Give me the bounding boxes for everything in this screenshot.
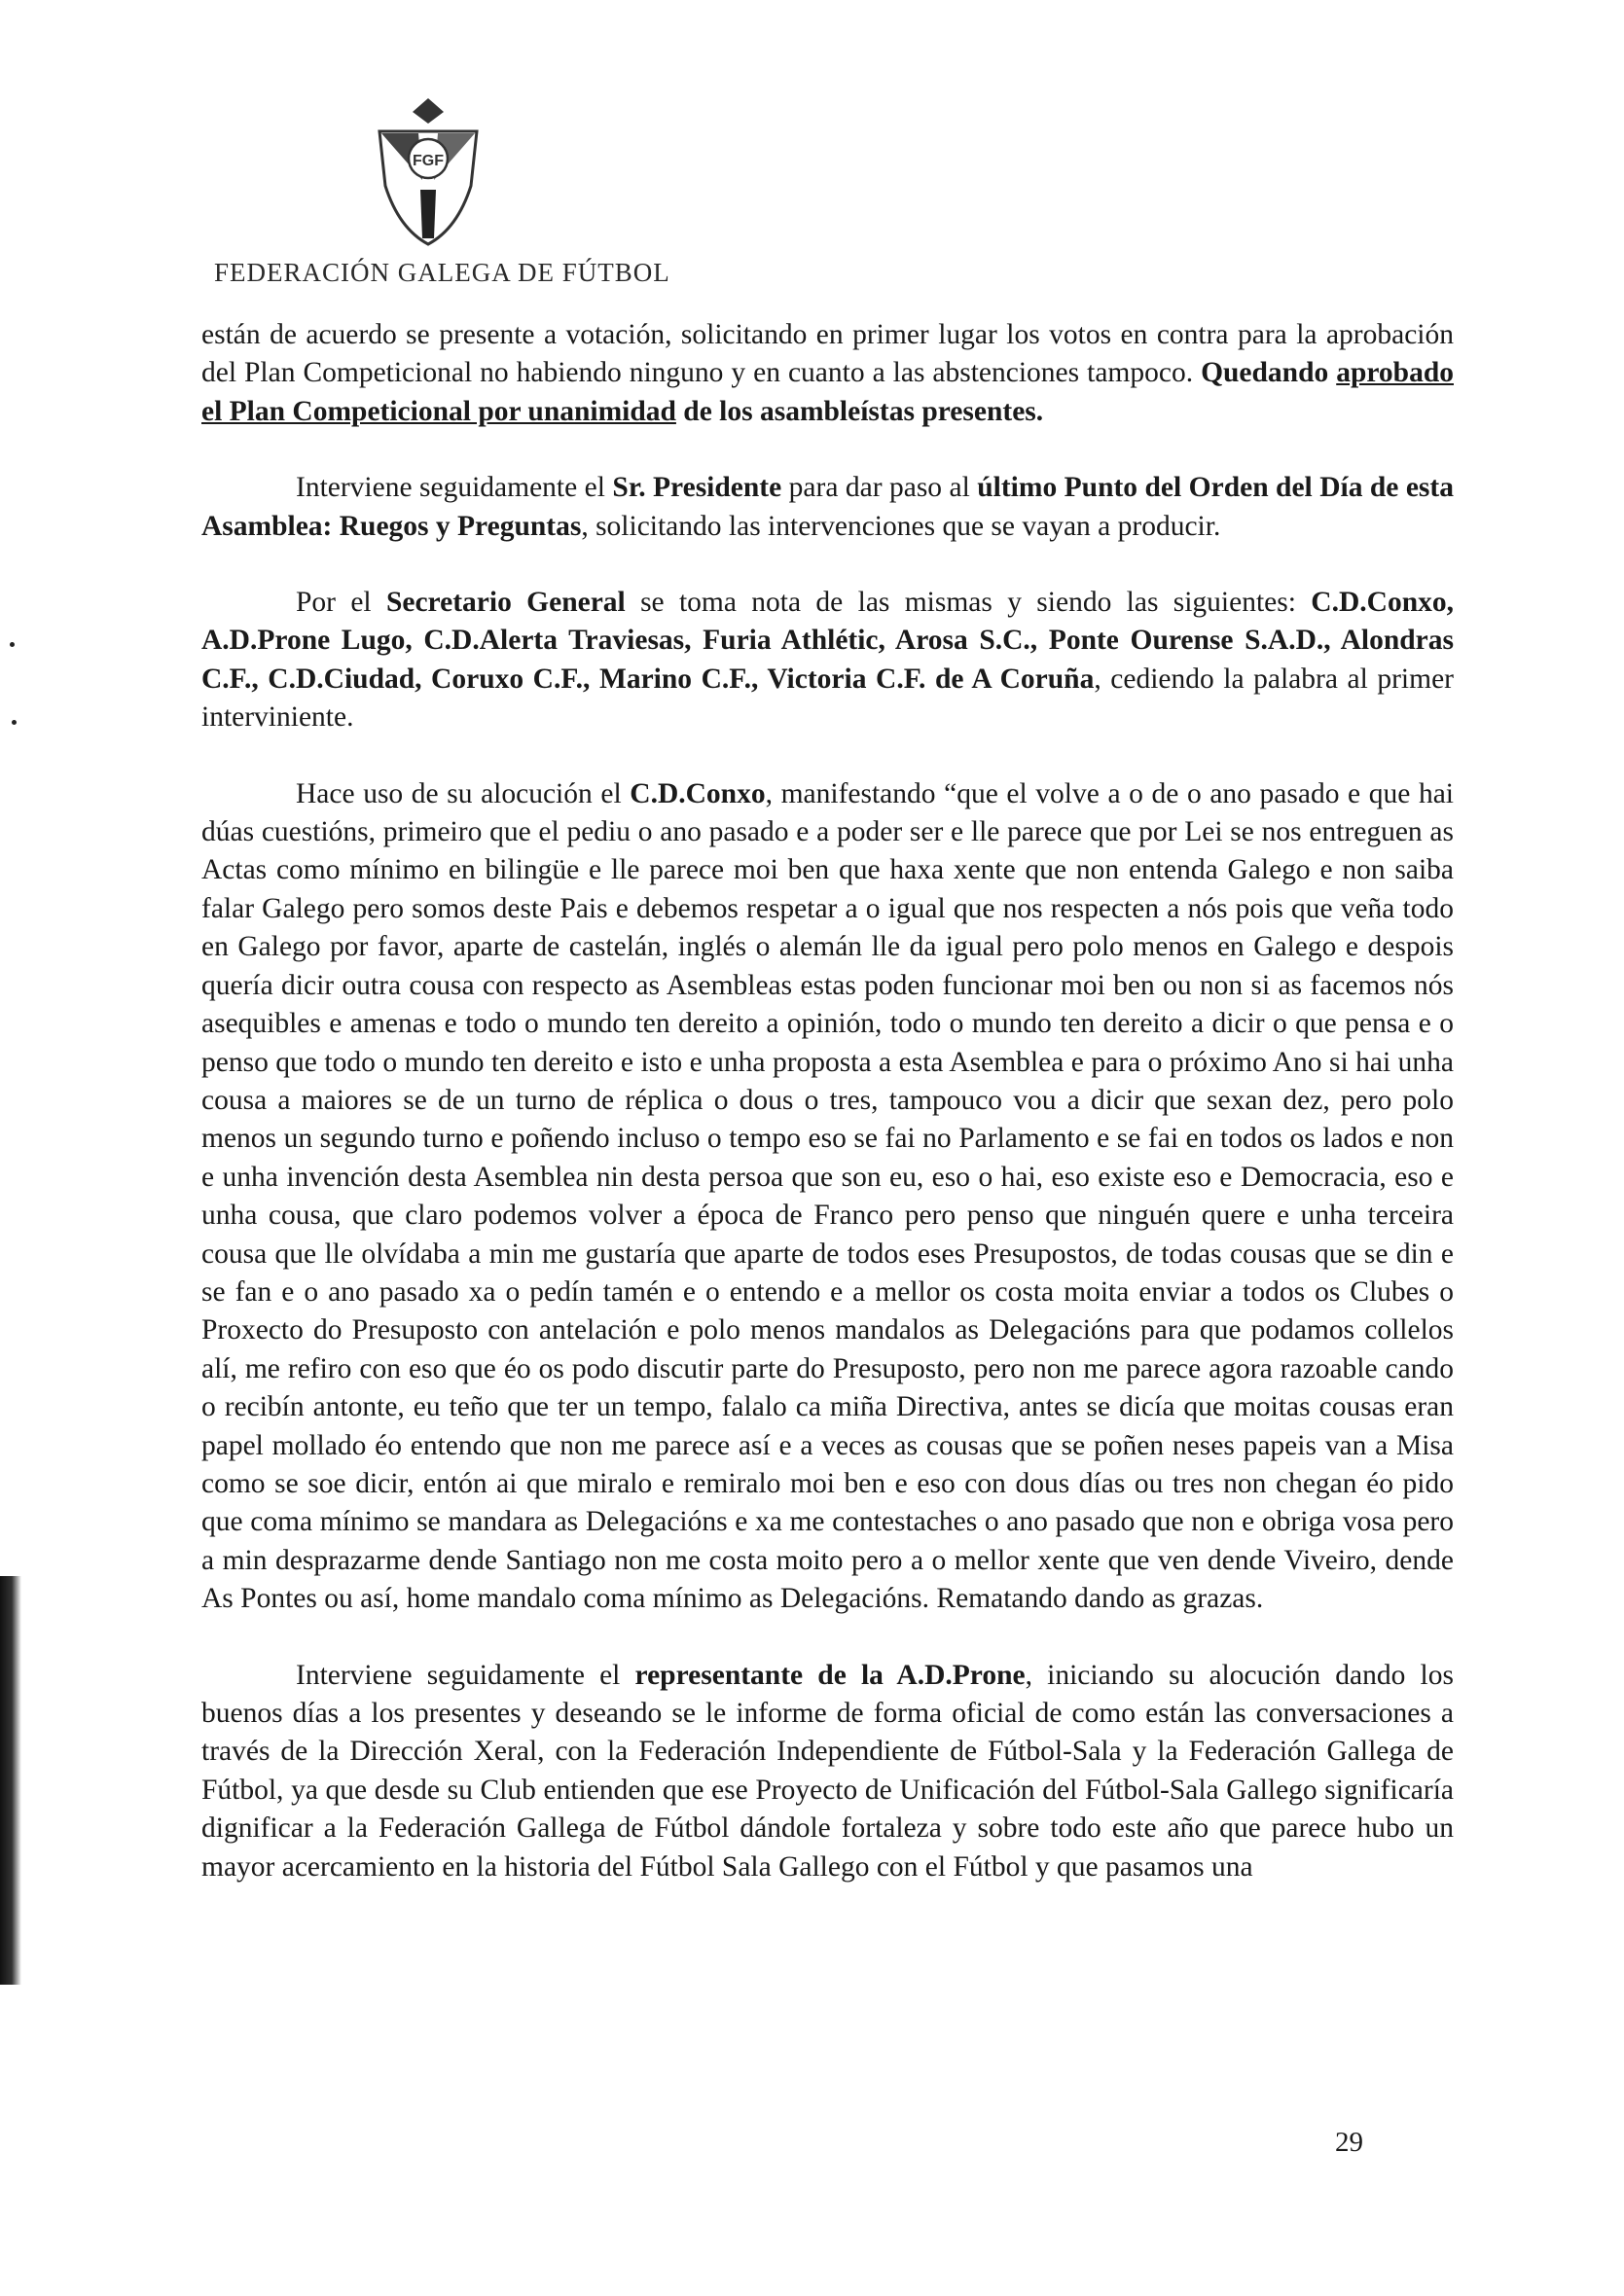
- paragraph-plan-vote: están de acuerdo se presente a votación, solicitando en primer lugar los votos en contra para la aprobación del Plan Competicional no habiendo ninguno y en cuanto a las abstenciones tampoco. Quedando aprobado el Plan Competicional por unanimidad de los asambleístas presentes.: [201, 319, 1454, 427]
- body-text: [201, 316, 1454, 1886]
- federation-crest-icon: [360, 92, 496, 248]
- paragraph-conxo: Hace uso de su alocución el C.D.Conxo, manifestando “que el volve a o de o ano pasado e que hai dúas cuestións, primeiro que el pediu o ano pasado e a poder ser e lle parece que por Lei se nos entreguen as Actas como mínimo en bilingüe e lle parece moi ben que haxa xente que non entenda Galego e non saiba falar Galego pero somos deste Pais e debemos respetar a o igual que nos respecten a nós pois que veña todo en Galego por favor, aparte de castelán, inglés o alemán lle da igual pero polo menos en Galego e despois quería dicir outra cousa con respecto as Asembleas estas poden funcionar moi ben ou non si as facemos nós asequibles e amenas e todo o mundo ten dereito a opinión, todo o mundo ten dereito a dicir o que pensa e o penso que todo o mundo ten dereito e isto e unha proposta a esta Asemblea e para o próximo Ano si hai unha cousa a maiores se de un turno de réplica o dous o tres, tampouco vou a dicir que sexan dez, pero polo menos un segundo turno e poñendo incluso o tempo eso se fai no Parlamento e se fai en todos os lados e non e unha invención desta Asemblea nin desta persoa que son eu, eso o hai, eso existe eso e Democracia, eso e unha cousa, que claro podemos volver a época de Franco pero penso que ninguén quere e unha terceira cousa que lle olvídaba a min me gustaría que aparte de todos eses Presupostos, de todas cousas que se din e se fan e o ano pasado xa o pedín tamén e o entendo e a mellor os costa moita enviar a todos os Clubes o Proxecto do Presuposto con antelación e polo menos mandalos as Delegacións para que podamos collelos alí, me refiro con eso que éo os podo discutir parte do Presuposto, pero non me parece agora razoable cando o recibín antonte, eu teño que ter un tempo, falalo ca miña Directiva, antes se dicía que moitas cousas eran papel mollado éo entendo que non me parece así e a veces as cousas que se poñen neses papeis van a Misa como se soe dicir, entón ai que miralo e remiralo moi ben e eso con dous días ou tres non chegan éo pido que coma mínimo se mandara as Delegacións e xa me contestaches o ano pasado que non e obriga vosa pero a min desprazarme dende Santiago non me costa moito pero a o mellor xente que ven dende Viveiro, dende As Pontes ou así, home mandalo coma mínimo as Delegacións. Rematando dando as grazas.: [201, 777, 1454, 1615]
- organization-name: FEDERACIÓN GALEGA DE FÚTBOL: [214, 258, 670, 287]
- paragraph-secretary: Por el Secretario General se toma nota de las mismas y siendo las siguientes: C.D.Conxo, A.D.Prone Lugo, C.D.Alerta Traviesas, Furia Athlétic, Arosa S.C., Ponte Ourense S.A.D., Alondras C.F., C.D.Ciudad, Coruxo C.F., Marino C.F., Victoria C.F. de A Coruña, cediendo la palabra al primer interviniente.: [201, 587, 1454, 734]
- paragraph-prone: Interviene seguidamente el representante de la A.D.Prone, iniciando su alocución dando los buenos días a los presentes y deseando se le informe de forma oficial de como están las conversaciones a través de la Dirección Xeral, con la Federación Independiente de Fútbol-Sala y la Federación Gallega de Fútbol, ya que desde su Club entienden que ese Proyecto de Unificación del Fútbol-Sala Gallego significaría dignificar a la Federación Gallega de Fútbol dándole fortaleza y sobre todo este año que parece hubo un mayor acercamiento en la historia del Fútbol Sala Gallego con el Fútbol y que pasamos una: [201, 1659, 1454, 1883]
- page-number: 29: [1335, 2127, 1363, 2158]
- paragraph-president: Interviene seguidamente el Sr. Presidente para dar paso al último Punto del Orden del Día de esta Asamblea: Ruegos y Preguntas, solicitando las intervenciones que se vayan a producir.: [201, 472, 1454, 542]
- scan-edge-shadow: [0, 1576, 21, 1985]
- scan-speck: [12, 720, 17, 725]
- crest-initials: FGF: [413, 153, 444, 169]
- scan-speck: [10, 642, 15, 647]
